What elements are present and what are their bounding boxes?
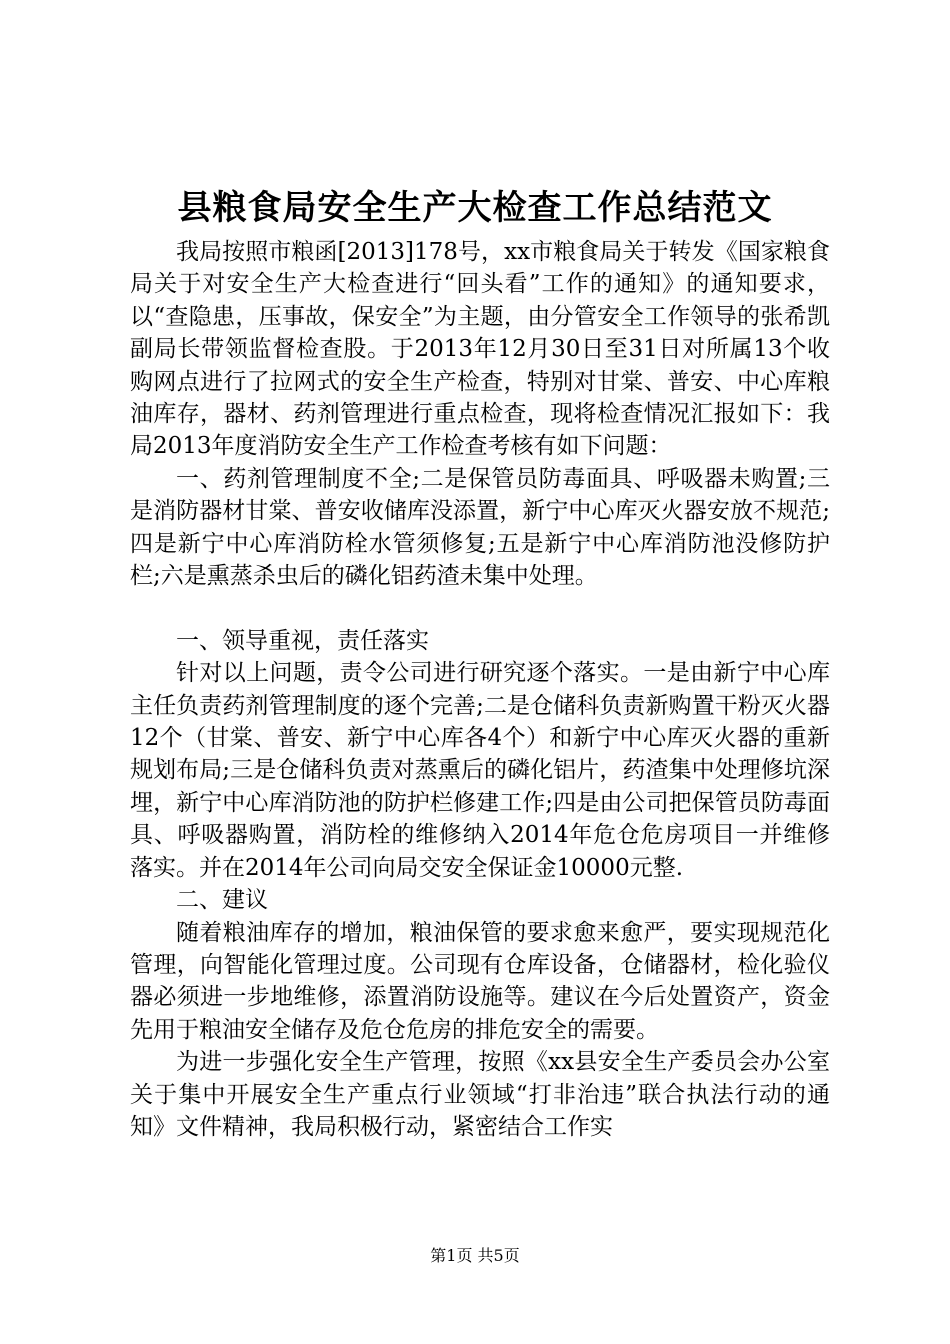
document-body [130,236,830,1143]
paragraph-measures: 针对以上问题，责令公司进行研究逐个落实。一是由新宁中心库主任负责药剂管理制度的逐个完善;二是仓储科负责新购置干粉灭火器12个（甘棠、普安、新宁中心库各4个）和新宁中心库灭火器的重新规划布局;三是仓储科负责对蒸熏后的磷化铝片，药渣集中处理修坑深埋，新宁中心库消防池的防护栏修建工作;四是由公司把保管员防毒面具、呼吸器购置，消防栓的维修纳入2014年危仓危房项目一并维修落实。并在2014年公司向局交安全保证金10000元整. [130,660,830,881]
section-heading-leadership: 一、领导重视，责任落实 [176,627,429,654]
paragraph-intro: 我局按照市粮函[2013]178号，xx市粮食局关于转发《国家粮食局关于对安全生产大检查进行“回头看”工作的通知》的通知要求，以“查隐患，压事故，保安全”为主题，由分管安全工作领导的张希凯副局长带领监督检查股。于2013年12月30日至31日对所属13个收购网点进行了拉网式的安全生产检查，特别对甘棠、普安、中心库粮油库存，器材、药剂管理进行重点检查，现将检查情况汇报如下：我局2013年度消防安全生产工作检查考核有如下问题： [130,239,830,460]
paragraph-problems: 一、药剂管理制度不全;二是保管员防毒面具、呼吸器未购置;三是消防器材甘棠、普安收储库没添置，新宁中心库灭火器安放不规范;四是新宁中心库消防栓水管须修复;五是新宁中心库消防池没修防护栏;六是熏蒸杀虫后的磷化铝药渣未集中处理。 [130,465,830,590]
paragraph-further: 为进一步强化安全生产管理，按照《xx县安全生产委员会办公室关于集中开展安全生产重点行业领域“打非治违”联合执法行动的通知》文件精神，我局积极行动，紧密结合工作实 [130,1049,830,1140]
paragraph-spacer [130,592,830,624]
paragraph-suggestions: 随着粮油库存的增加，粮油保管的要求愈来愈严，要实现规范化管理，向智能化管理过度。公司现有仓库设备，仓储器材，检化验仪器必须进一步地维修，添置消防设施等。建议在今后处置资产，资金先用于粮油安全储存及危仓危房的排危安全的需要。 [130,919,830,1043]
section-heading-suggestions: 二、建议 [176,887,268,914]
page-number-footer: 第1页 共5页 [430,1246,520,1265]
document-title: 县粮食局安全生产大检查工作总结范文 [177,188,773,228]
